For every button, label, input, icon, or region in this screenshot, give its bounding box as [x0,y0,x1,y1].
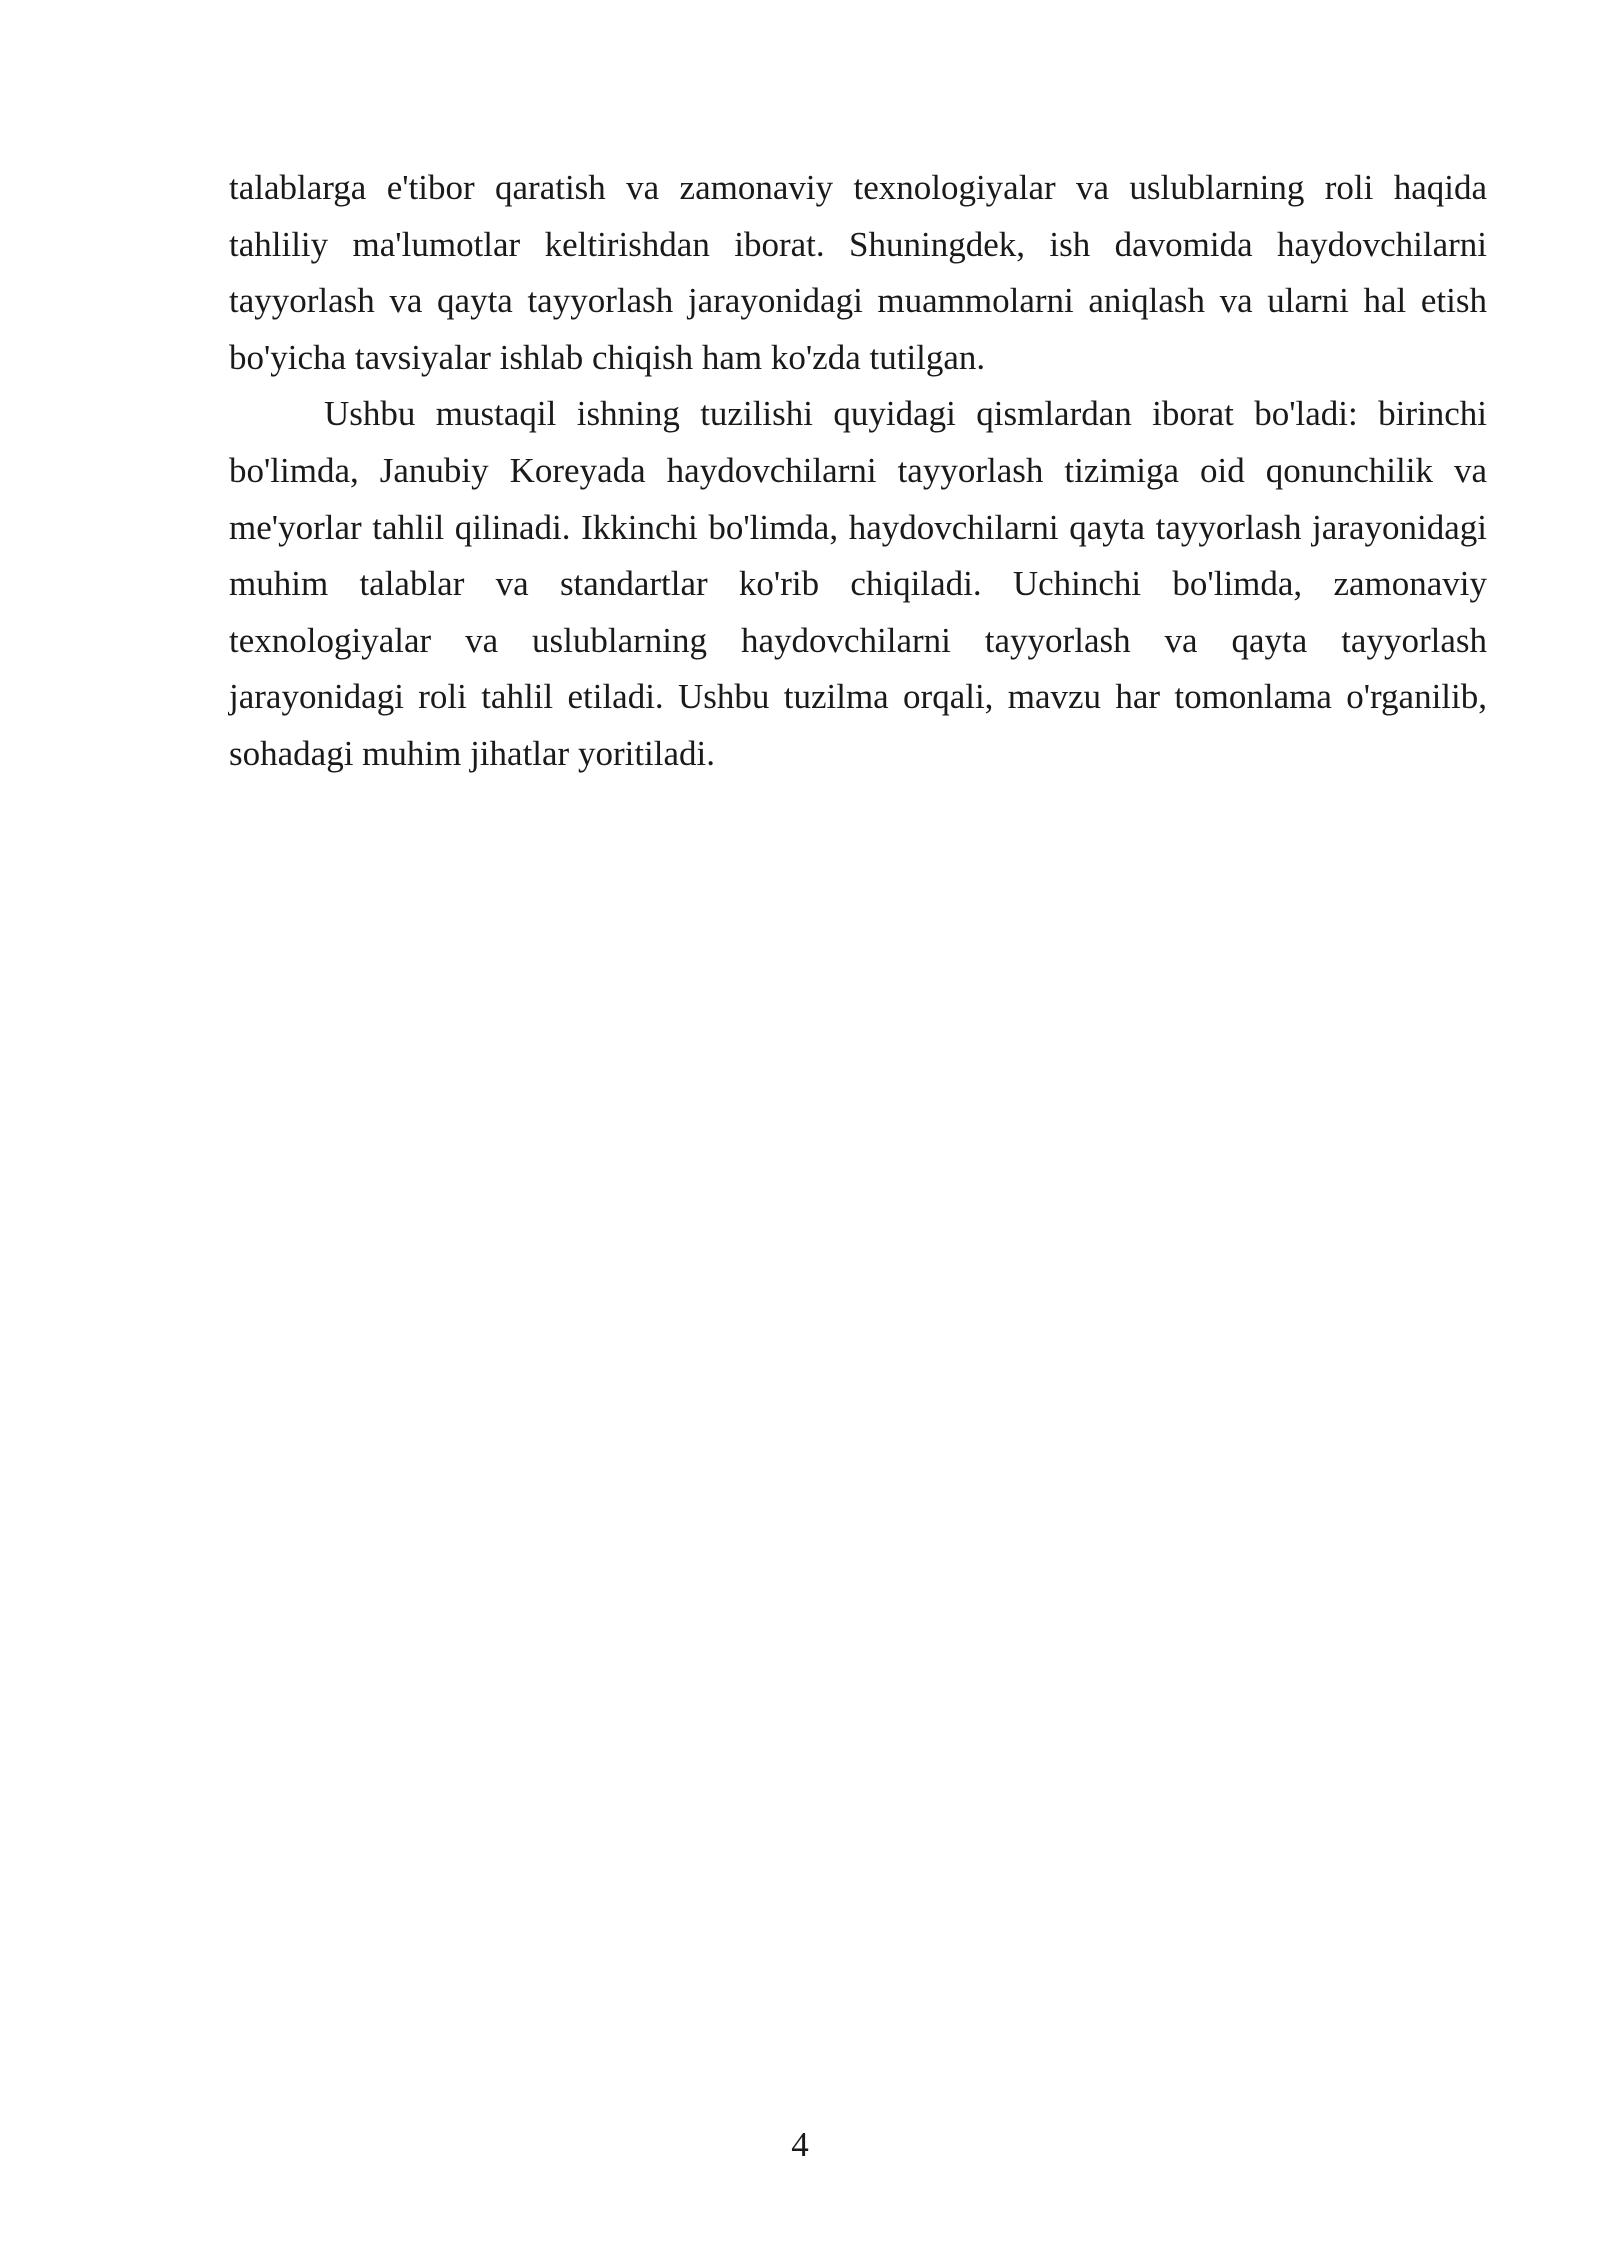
paragraph-structure: Ushbu mustaqil ishning tuzilishi quyidagi qismlardan iborat bo'ladi: birinchi bo'limda, Janubiy Koreyada haydovchilarni tayyorlash tizimiga oid qonunchilik va me'yorlar tahlil qilinadi. Ikkinchi bo'limda, haydovchilarni qayta tayyorlash jarayonidagi muhim talablar va standartlar ko'rib chiqiladi. Uchinchi bo'limda, zamonaviy texnologiyalar va uslublarning haydovchilarni tayyorlash va qayta tayyorlash jarayonidagi roli tahlil etiladi. Ushbu tuzilma orqali, mavzu har tomonlama o'rganilib, sohadagi muhim jihatlar yoritiladi. [229,394,1487,773]
paragraph-continued: talablarga e'tibor qaratish va zamonaviy texnologiyalar va uslublarning roli haqida tahliliy ma'lumotlar keltirishdan iborat. Shuningdek, ish davomida haydovchilarni tayyorlash va qayta tayyorlash jarayonidagi muammolarni aniqlash va ularni hal etish bo'yicha tavsiyalar ishlab chiqish ham ko'zda tutilgan. [229,168,1487,377]
page-number: 4 [791,2125,809,2164]
body-text [229,160,1487,783]
